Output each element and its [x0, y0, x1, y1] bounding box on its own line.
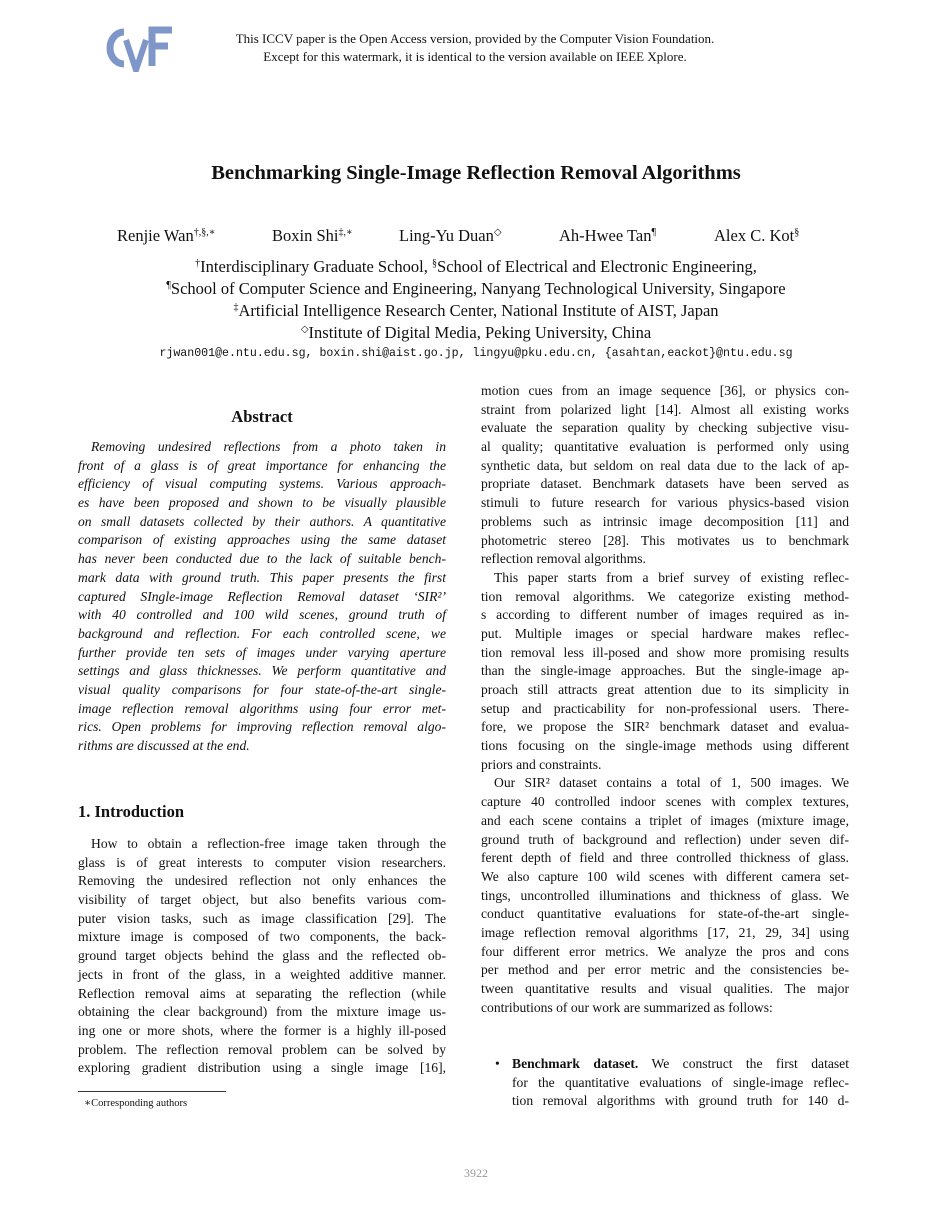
- paper-title: Benchmarking Single-Image Reflection Removal Algorithms: [211, 162, 741, 184]
- author: [117, 226, 216, 246]
- text-line: image reflection removal algorithms using four error met-: [78, 700, 446, 716]
- text-line: puter vision tasks, such as image classification [29]. The: [78, 910, 446, 926]
- cvf-logo: [104, 26, 174, 72]
- text-line: mark data with ground truth. This paper presents the first: [78, 569, 446, 585]
- text-line: has never been conducted due to the lack of suitable bench-: [78, 551, 446, 567]
- text-line: ground truth of background and reflection) under seven dif-: [481, 831, 849, 847]
- intro-body: [78, 835, 446, 1078]
- text-line: settings and glass thicknesses. We perform quantitative and: [78, 663, 446, 679]
- text-line: capture 40 controlled indoor scenes with complex textures,: [481, 794, 849, 810]
- text-line: es have been proposed and shown to be visually plausible: [78, 495, 446, 511]
- text-line: background and reflection. For each controlled scene, we: [78, 625, 446, 641]
- text-line: front of a glass is of great importance for enhancing the: [78, 457, 446, 473]
- author-emails: rjwan001@e.ntu.edu.sg, boxin.shi@aist.go.jp, lingyu@pku.edu.cn, {asahtan,eackot}@ntu.edu.sg: [159, 347, 793, 360]
- text-line: exploring gradient distribution using a single image [16],: [78, 1060, 446, 1076]
- text-line: and each scene contains a triplet of images (mixture image,: [481, 812, 849, 828]
- bullet-label: Benchmark dataset.: [512, 1056, 639, 1071]
- text-line: image reflection removal algorithms [17, 21, 29, 34] using: [481, 924, 849, 940]
- text-line: captured SIngle-image Reflection Removal dataset ‘SIR²’: [78, 588, 446, 604]
- text-line: ground target objects behind the glass and the reflected ob-: [78, 948, 446, 964]
- author-mark: †,§,∗: [193, 227, 216, 238]
- text-line: tion removal algorithms with ground truth for 140 d-: [512, 1093, 849, 1109]
- text-line: visual quality comparisons for four state-of-the-art single-: [78, 681, 446, 697]
- text-line: Reflection removal aims at separating the reflection (while: [78, 985, 446, 1001]
- text-line: Our SIR² dataset contains a total of 1, 500 images. We: [494, 775, 849, 791]
- text-line: contributions of our work are summarized as follows:: [481, 999, 773, 1015]
- affiliation: [0, 322, 952, 344]
- affiliation: [0, 300, 952, 322]
- bullet-icon: •: [495, 1056, 500, 1071]
- text-line: We also capture 100 wild scenes with different camera set-: [481, 868, 849, 884]
- affil-text: School of Computer Science and Engineering, Nanyang Technological University, Singapore: [170, 279, 786, 298]
- abstract-body: [78, 438, 446, 756]
- text-line: reflection removal algorithms.: [481, 551, 646, 567]
- author-name: Renjie Wan: [117, 226, 194, 245]
- text-line: comparison of existing approaches using the same dataset: [78, 532, 446, 548]
- bullet-text: We construct the first dataset: [651, 1056, 849, 1071]
- intro-heading: 1. Introduction: [78, 802, 185, 821]
- text-line: glass is of great interests to computer vision researchers.: [78, 854, 446, 870]
- text-line: mixture image is composed of two components, the back-: [78, 929, 446, 945]
- text-line: Removing the undesired reflection not only enhances the: [78, 873, 446, 889]
- text-line: with 40 controlled and 100 wild scenes, ground truth of: [78, 607, 446, 623]
- affil-text: Artificial Intelligence Research Center, National Institute of AIST, Japan: [238, 301, 719, 320]
- text-line: Removing undesired reflections from a photo taken in: [91, 439, 446, 454]
- text-line: problems such as intrinsic image decomposition [11] and: [481, 513, 849, 529]
- affil-mark: §: [432, 258, 438, 269]
- text-line: tings, uncontrolled illuminations and thickness of glass. We: [481, 887, 849, 903]
- affiliation: [0, 256, 952, 278]
- author-name: Ah-Hwee Tan: [559, 226, 652, 245]
- author: [714, 226, 799, 246]
- author-name: Ling-Yu Duan: [399, 226, 494, 245]
- text-line: straint from polarized light [14]. Almost all existing works: [481, 401, 849, 417]
- text-line: evaluate the separation quality by checking subjective visu-: [481, 420, 849, 436]
- text-line: for the quantitative evaluations of single-image reflec-: [512, 1074, 849, 1090]
- author-mark: §: [794, 227, 800, 238]
- author-mark: ‡,∗: [338, 227, 353, 238]
- text-line: four different error metrics. We analyze the pros and cons: [481, 943, 849, 959]
- text-line: per method and per error metric and the consistencies be-: [481, 962, 849, 978]
- affil-mark: ◇: [300, 324, 309, 335]
- footnote: ∗Corresponding authors: [84, 1098, 188, 1109]
- affiliations: [0, 256, 952, 344]
- author: [272, 226, 353, 246]
- contribution-bullet: [481, 1055, 849, 1111]
- text-line: synthetic data, but seldom on real data due to the lack of ap-: [481, 457, 849, 473]
- abstract-heading: Abstract: [231, 407, 293, 426]
- text-line: ing one or more shots, where the former is a highly ill-posed: [78, 1022, 446, 1038]
- text-line: photometric stereo [28]. This motivates us to benchmark: [481, 532, 849, 548]
- text-line: tion removal algorithms. We categorize existing method-: [481, 588, 849, 604]
- text-line: further provide ten sets of images under varying aperture: [78, 644, 446, 660]
- affil-mark: †: [195, 258, 201, 269]
- text-line: propriate dataset. Benchmark datasets have been served as: [481, 476, 849, 492]
- text-line: tween quantitative results and visual qualities. The major: [481, 981, 849, 996]
- text-line: priors and constraints.: [481, 756, 602, 772]
- text-line: than the single-image approaches. But the single-image ap-: [481, 663, 849, 679]
- author: [399, 226, 502, 246]
- text-line: tions focusing on the single-image methods using different: [481, 738, 849, 754]
- affiliation: [0, 278, 952, 300]
- affil-text: School of Electrical and Electronic Engineering,: [437, 257, 757, 276]
- author-mark: ◇: [493, 227, 502, 238]
- text-line: tion removal less ill-posed and show more promising results: [481, 644, 849, 660]
- text-line: s according to different number of images required as in-: [481, 607, 849, 623]
- affil-text: Institute of Digital Media, Peking University, China: [308, 323, 652, 342]
- text-line: al quality; quantitative evaluation is performed only using: [481, 439, 849, 455]
- text-line: ferent depth of field and three controlled thickness of glass.: [481, 850, 849, 866]
- cvf-watermark: [190, 30, 760, 66]
- text-line: jects in front of the glass, in a weighted additive manner.: [78, 966, 446, 982]
- text-line: rithms are discussed at the end.: [78, 738, 250, 753]
- author: [559, 226, 656, 246]
- footnote-rule: [78, 1091, 226, 1092]
- text-line: efficiency of visual computing systems. Various approach-: [78, 476, 446, 492]
- affil-text: Interdisciplinary Graduate School,: [200, 257, 433, 276]
- text-line: [512, 1055, 849, 1074]
- author-name: Boxin Shi: [272, 226, 339, 245]
- text-line: on small datasets collected by their authors. A quantitative: [78, 513, 446, 529]
- text-line: rics. Open problems for improving reflection removal algo-: [78, 719, 446, 735]
- text-line: visibility of target object, but also benefits various com-: [78, 892, 446, 908]
- text-line: This paper starts from a brief survey of existing reflec-: [494, 569, 849, 585]
- text-line: setup and practicability for non-professional users. There-: [481, 700, 849, 716]
- text-line: obtaining the clear background) from the mixture image us-: [78, 1004, 446, 1020]
- text-line: fore, we propose the SIR² benchmark dataset and evalua-: [481, 719, 849, 735]
- text-line: How to obtain a reflection-free image taken through the: [91, 836, 446, 851]
- page-number: 3922: [464, 1166, 488, 1180]
- text-line: motion cues from an image sequence [36], or physics con-: [481, 383, 849, 398]
- text-line: conduct quantitative evaluations for state-of-the-art single-: [481, 906, 849, 922]
- affil-mark: ‡: [233, 302, 239, 313]
- text-line: proach still attracts great attention due to its simplicity in: [481, 682, 849, 697]
- author-mark: ¶: [651, 227, 656, 238]
- watermark-line: Except for this watermark, it is identical to the version available on IEEE Xplore.: [263, 49, 687, 64]
- watermark-line: This ICCV paper is the Open Access version, provided by the Computer Vision Foundation.: [235, 31, 715, 46]
- text-line: stimuli to future research for various physics-based vision: [481, 495, 849, 511]
- author-name: Alex C. Kot: [714, 226, 795, 245]
- affil-mark: ¶: [166, 280, 171, 291]
- right-column-body: [481, 382, 849, 1017]
- text-line: problem. The reflection removal problem can be solved by: [78, 1041, 446, 1057]
- text-line: put. Multiple images or special hardware makes reflec-: [481, 625, 849, 641]
